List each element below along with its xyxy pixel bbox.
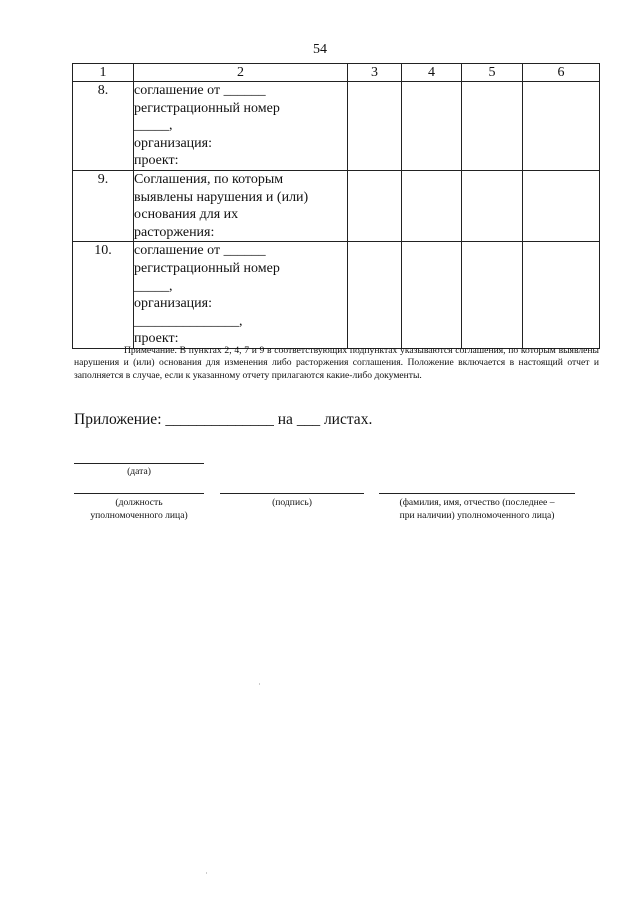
column-header: 5 [462,64,523,82]
appendix-line [74,411,372,429]
description-line: соглашение от ______ [134,243,266,259]
description-line: регистрационный номер [134,260,280,276]
signature-caption: (подпись) [272,497,312,508]
table-row [73,82,600,171]
signature-line [220,493,364,494]
empty-cell [348,170,402,241]
scan-speck [206,872,207,874]
row-number: 8. [73,82,134,171]
description-line: _____, [134,278,173,294]
column-header: 1 [73,64,134,82]
date-caption: (дата) [127,466,151,477]
empty-cell [523,242,600,349]
description-line: организация: [134,296,212,312]
description-line: проект: [134,331,179,347]
description-line: _______________, [134,313,243,329]
empty-cell [402,82,462,171]
appendix-label: Приложение: [74,411,162,428]
row-description [134,82,348,171]
empty-cell [402,242,462,349]
empty-cell [402,170,462,241]
description-line: проект: [134,153,179,169]
appendix-on-word: на [277,411,293,428]
description-line: расторжения: [134,224,215,240]
description-line: _____, [134,118,173,134]
report-table [72,63,600,349]
description-line: регистрационный номер [134,100,280,116]
row-description [134,170,348,241]
empty-cell [523,82,600,171]
position-caption [64,497,214,522]
column-header: 2 [134,64,348,82]
row-description [134,242,348,349]
column-header: 6 [523,64,600,82]
description-line: выявлены нарушения и (или) [134,189,309,205]
appendix-sheets-word: листах. [323,411,373,428]
appendix-blank-count: ___ [296,411,321,428]
position-caption-line: уполномоченного лица) [90,509,188,521]
table-row [73,170,600,241]
position-line [74,493,204,494]
appendix-blank-title: ______________ [165,411,274,428]
column-header: 4 [402,64,462,82]
column-header: 3 [348,64,402,82]
full-name-line [379,493,575,494]
empty-cell [462,82,523,171]
table-row [73,242,600,349]
empty-cell [348,82,402,171]
empty-cell [462,242,523,349]
description-line: организация: [134,135,212,151]
scan-speck [259,683,260,685]
row-number: 10. [73,242,134,349]
empty-cell [348,242,402,349]
position-caption-line: (должность [115,497,163,508]
table-note: Примечание. В пунктах 2, 4, 7 и 9 в соответствующих подпунктах указываются соглашения, по которым выявлены нарушения и (или) основания для изменения либо расторжения соглашения. Положение включается в настоящий отчет и заполняется в случае, если к указанному отчету прилагаются какие-либо документы. [74,345,599,381]
row-number: 9. [73,170,134,241]
description-line: основания для их [134,207,239,223]
empty-cell [523,170,600,241]
date-line [74,463,204,464]
table-header-row [73,64,600,82]
full-name-caption-line: при наличии) уполномоченного лица) [399,509,555,521]
empty-cell [462,170,523,241]
page-number: 54 [313,42,327,57]
full-name-caption-line: (фамилия, имя, отчество (последнее – [399,497,555,508]
description-line: Соглашения, по которым [134,171,284,187]
full-name-caption [370,497,584,522]
description-line: соглашение от ______ [134,83,266,98]
